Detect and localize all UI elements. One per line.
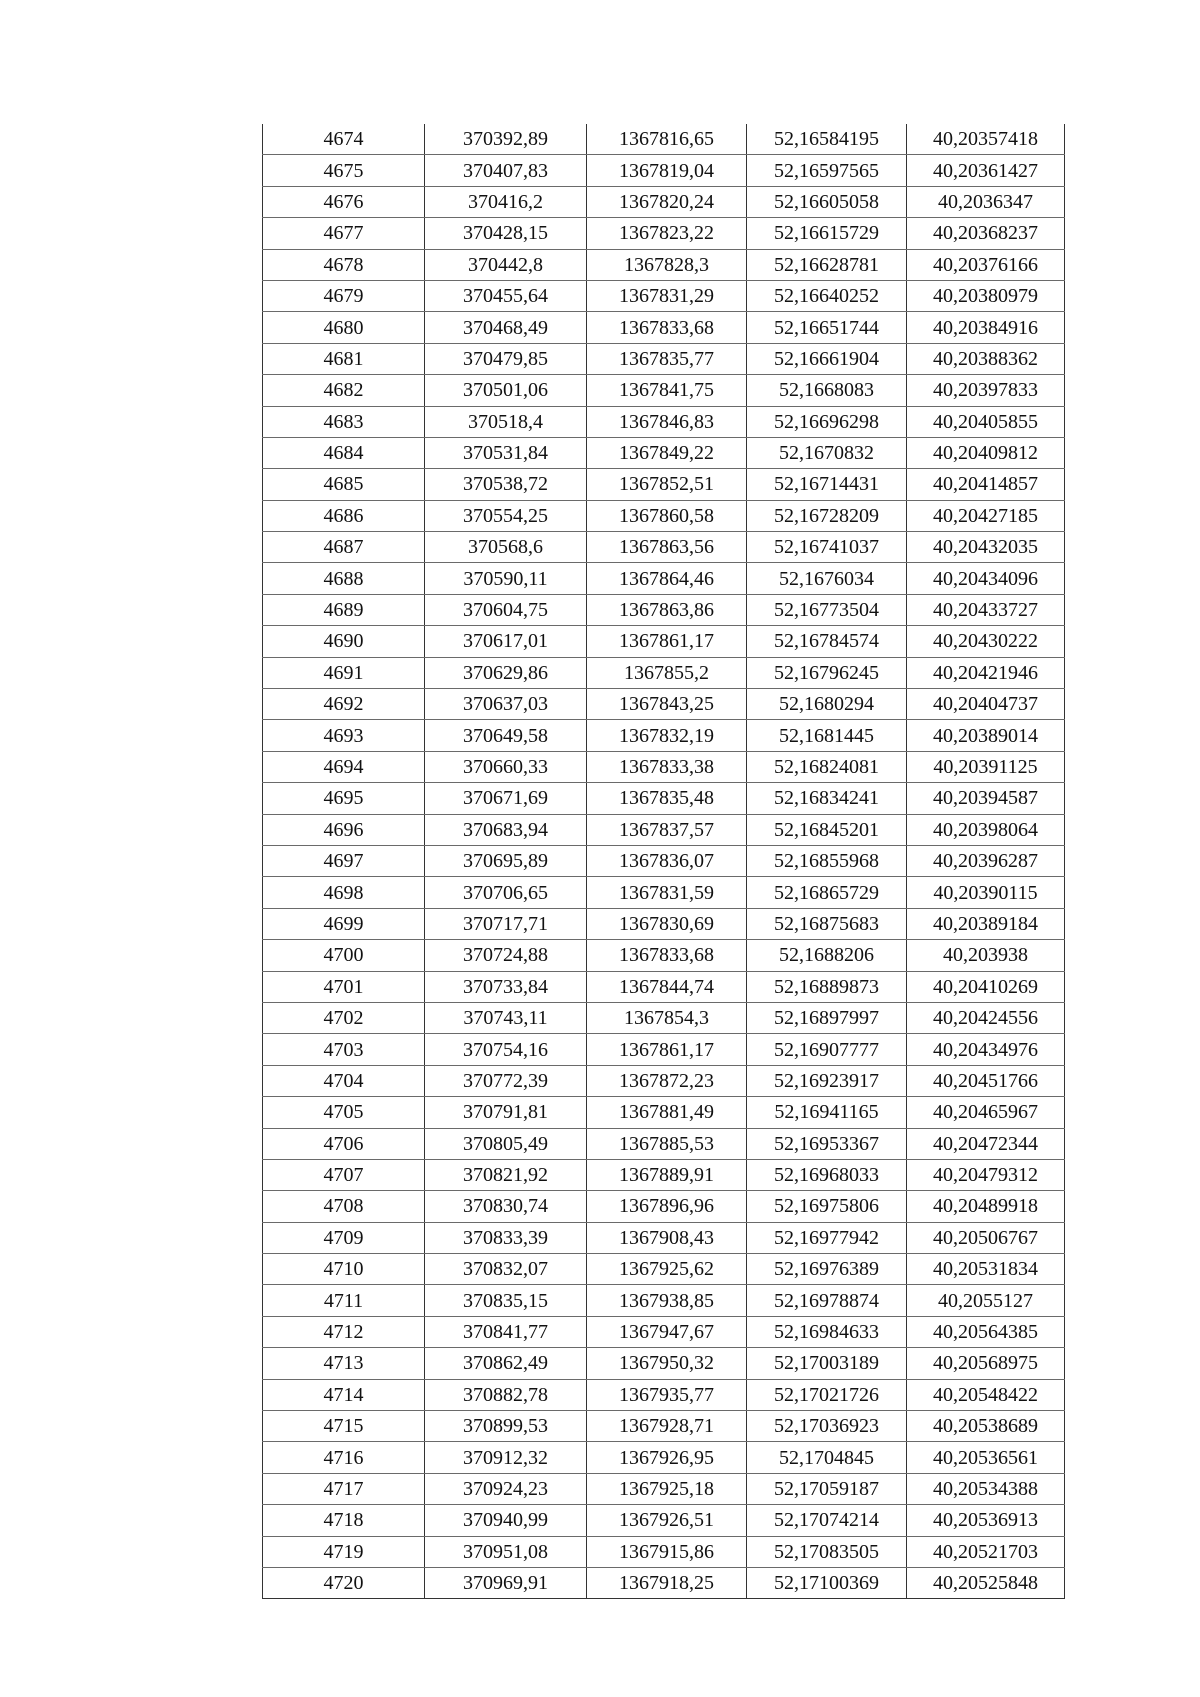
table-row <box>263 1034 1065 1065</box>
table-row <box>263 1505 1065 1536</box>
latitude-cell: 52,1688206 <box>747 940 907 971</box>
x-coordinate-cell: 370649,58 <box>425 720 587 751</box>
point-number-cell: 4687 <box>263 532 425 563</box>
longitude-cell: 40,20534388 <box>907 1473 1065 1504</box>
point-number-cell: 4678 <box>263 249 425 280</box>
point-number-cell: 4697 <box>263 845 425 876</box>
longitude-cell: 40,20396287 <box>907 845 1065 876</box>
latitude-cell: 52,16875683 <box>747 908 907 939</box>
longitude-cell: 40,20434096 <box>907 563 1065 594</box>
y-coordinate-cell: 1367849,22 <box>587 437 747 468</box>
point-number-cell: 4705 <box>263 1097 425 1128</box>
longitude-cell: 40,20409812 <box>907 437 1065 468</box>
longitude-cell: 40,20404737 <box>907 689 1065 720</box>
y-coordinate-cell: 1367925,18 <box>587 1473 747 1504</box>
table-row <box>263 312 1065 343</box>
point-number-cell: 4684 <box>263 437 425 468</box>
latitude-cell: 52,1670832 <box>747 437 907 468</box>
table-row <box>263 689 1065 720</box>
table-row <box>263 249 1065 280</box>
table-row <box>263 814 1065 845</box>
latitude-cell: 52,16824081 <box>747 751 907 782</box>
y-coordinate-cell: 1367872,23 <box>587 1065 747 1096</box>
table-row <box>263 1567 1065 1598</box>
longitude-cell: 40,20548422 <box>907 1379 1065 1410</box>
longitude-cell: 40,20391125 <box>907 751 1065 782</box>
table-row <box>263 375 1065 406</box>
latitude-cell: 52,16651744 <box>747 312 907 343</box>
latitude-cell: 52,16584195 <box>747 124 907 155</box>
latitude-cell: 52,16923917 <box>747 1065 907 1096</box>
longitude-cell: 40,20472344 <box>907 1128 1065 1159</box>
y-coordinate-cell: 1367837,57 <box>587 814 747 845</box>
x-coordinate-cell: 370706,65 <box>425 877 587 908</box>
table-row <box>263 186 1065 217</box>
table-row <box>263 1285 1065 1316</box>
point-number-cell: 4674 <box>263 124 425 155</box>
latitude-cell: 52,1668083 <box>747 375 907 406</box>
longitude-cell: 40,20489918 <box>907 1191 1065 1222</box>
point-number-cell: 4707 <box>263 1159 425 1190</box>
point-number-cell: 4708 <box>263 1191 425 1222</box>
x-coordinate-cell: 370554,25 <box>425 500 587 531</box>
point-number-cell: 4676 <box>263 186 425 217</box>
point-number-cell: 4706 <box>263 1128 425 1159</box>
table-row <box>263 563 1065 594</box>
latitude-cell: 52,17074214 <box>747 1505 907 1536</box>
latitude-cell: 52,16696298 <box>747 406 907 437</box>
y-coordinate-cell: 1367833,68 <box>587 940 747 971</box>
longitude-cell: 40,20506767 <box>907 1222 1065 1253</box>
longitude-cell: 40,20430222 <box>907 626 1065 657</box>
y-coordinate-cell: 1367928,71 <box>587 1411 747 1442</box>
point-number-cell: 4700 <box>263 940 425 971</box>
longitude-cell: 40,20414857 <box>907 469 1065 500</box>
longitude-cell: 40,20434976 <box>907 1034 1065 1065</box>
latitude-cell: 52,16834241 <box>747 783 907 814</box>
table-row <box>263 1473 1065 1504</box>
y-coordinate-cell: 1367819,04 <box>587 155 747 186</box>
longitude-cell: 40,20361427 <box>907 155 1065 186</box>
x-coordinate-cell: 370671,69 <box>425 783 587 814</box>
latitude-cell: 52,16773504 <box>747 594 907 625</box>
x-coordinate-cell: 370724,88 <box>425 940 587 971</box>
table-row <box>263 1222 1065 1253</box>
longitude-cell: 40,20451766 <box>907 1065 1065 1096</box>
table-row <box>263 469 1065 500</box>
x-coordinate-cell: 370455,64 <box>425 280 587 311</box>
latitude-cell: 52,17021726 <box>747 1379 907 1410</box>
longitude-cell: 40,20531834 <box>907 1254 1065 1285</box>
longitude-cell: 40,20389184 <box>907 908 1065 939</box>
coordinates-table <box>262 124 1065 1599</box>
latitude-cell: 52,16975806 <box>747 1191 907 1222</box>
point-number-cell: 4709 <box>263 1222 425 1253</box>
longitude-cell: 40,20421946 <box>907 657 1065 688</box>
longitude-cell: 40,20568975 <box>907 1348 1065 1379</box>
latitude-cell: 52,1704845 <box>747 1442 907 1473</box>
coordinates-table-body <box>263 124 1065 1599</box>
table-row <box>263 1379 1065 1410</box>
x-coordinate-cell: 370695,89 <box>425 845 587 876</box>
latitude-cell: 52,16605058 <box>747 186 907 217</box>
point-number-cell: 4681 <box>263 343 425 374</box>
latitude-cell: 52,17036923 <box>747 1411 907 1442</box>
x-coordinate-cell: 370791,81 <box>425 1097 587 1128</box>
point-number-cell: 4686 <box>263 500 425 531</box>
y-coordinate-cell: 1367925,62 <box>587 1254 747 1285</box>
y-coordinate-cell: 1367935,77 <box>587 1379 747 1410</box>
longitude-cell: 40,20376166 <box>907 249 1065 280</box>
x-coordinate-cell: 370841,77 <box>425 1316 587 1347</box>
table-row <box>263 845 1065 876</box>
x-coordinate-cell: 370772,39 <box>425 1065 587 1096</box>
x-coordinate-cell: 370538,72 <box>425 469 587 500</box>
y-coordinate-cell: 1367823,22 <box>587 218 747 249</box>
point-number-cell: 4718 <box>263 1505 425 1536</box>
x-coordinate-cell: 370428,15 <box>425 218 587 249</box>
x-coordinate-cell: 370743,11 <box>425 1002 587 1033</box>
x-coordinate-cell: 370733,84 <box>425 971 587 1002</box>
x-coordinate-cell: 370604,75 <box>425 594 587 625</box>
longitude-cell: 40,20433727 <box>907 594 1065 625</box>
x-coordinate-cell: 370479,85 <box>425 343 587 374</box>
longitude-cell: 40,20465967 <box>907 1097 1065 1128</box>
longitude-cell: 40,20536913 <box>907 1505 1065 1536</box>
x-coordinate-cell: 370660,33 <box>425 751 587 782</box>
latitude-cell: 52,16968033 <box>747 1159 907 1190</box>
point-number-cell: 4710 <box>263 1254 425 1285</box>
x-coordinate-cell: 370617,01 <box>425 626 587 657</box>
latitude-cell: 52,16978874 <box>747 1285 907 1316</box>
point-number-cell: 4694 <box>263 751 425 782</box>
x-coordinate-cell: 370924,23 <box>425 1473 587 1504</box>
x-coordinate-cell: 370717,71 <box>425 908 587 939</box>
y-coordinate-cell: 1367843,25 <box>587 689 747 720</box>
point-number-cell: 4698 <box>263 877 425 908</box>
point-number-cell: 4689 <box>263 594 425 625</box>
latitude-cell: 52,16977942 <box>747 1222 907 1253</box>
x-coordinate-cell: 370969,91 <box>425 1567 587 1598</box>
longitude-cell: 40,20536561 <box>907 1442 1065 1473</box>
latitude-cell: 52,1680294 <box>747 689 907 720</box>
latitude-cell: 52,16597565 <box>747 155 907 186</box>
longitude-cell: 40,20384916 <box>907 312 1065 343</box>
point-number-cell: 4717 <box>263 1473 425 1504</box>
y-coordinate-cell: 1367835,77 <box>587 343 747 374</box>
point-number-cell: 4720 <box>263 1567 425 1598</box>
table-row <box>263 500 1065 531</box>
y-coordinate-cell: 1367820,24 <box>587 186 747 217</box>
y-coordinate-cell: 1367833,68 <box>587 312 747 343</box>
latitude-cell: 52,16784574 <box>747 626 907 657</box>
y-coordinate-cell: 1367828,3 <box>587 249 747 280</box>
x-coordinate-cell: 370637,03 <box>425 689 587 720</box>
y-coordinate-cell: 1367926,51 <box>587 1505 747 1536</box>
point-number-cell: 4713 <box>263 1348 425 1379</box>
table-row <box>263 124 1065 155</box>
point-number-cell: 4715 <box>263 1411 425 1442</box>
longitude-cell: 40,20389014 <box>907 720 1065 751</box>
x-coordinate-cell: 370940,99 <box>425 1505 587 1536</box>
table-row <box>263 1002 1065 1033</box>
y-coordinate-cell: 1367852,51 <box>587 469 747 500</box>
table-row <box>263 1316 1065 1347</box>
point-number-cell: 4680 <box>263 312 425 343</box>
y-coordinate-cell: 1367860,58 <box>587 500 747 531</box>
x-coordinate-cell: 370835,15 <box>425 1285 587 1316</box>
table-row <box>263 971 1065 1002</box>
y-coordinate-cell: 1367816,65 <box>587 124 747 155</box>
point-number-cell: 4695 <box>263 783 425 814</box>
table-row <box>263 783 1065 814</box>
x-coordinate-cell: 370590,11 <box>425 563 587 594</box>
y-coordinate-cell: 1367831,29 <box>587 280 747 311</box>
latitude-cell: 52,16628781 <box>747 249 907 280</box>
y-coordinate-cell: 1367915,86 <box>587 1536 747 1567</box>
table-row <box>263 940 1065 971</box>
longitude-cell: 40,20398064 <box>907 814 1065 845</box>
latitude-cell: 52,16953367 <box>747 1128 907 1159</box>
longitude-cell: 40,20521703 <box>907 1536 1065 1567</box>
latitude-cell: 52,16640252 <box>747 280 907 311</box>
x-coordinate-cell: 370805,49 <box>425 1128 587 1159</box>
x-coordinate-cell: 370416,2 <box>425 186 587 217</box>
latitude-cell: 52,16897997 <box>747 1002 907 1033</box>
latitude-cell: 52,16615729 <box>747 218 907 249</box>
point-number-cell: 4696 <box>263 814 425 845</box>
longitude-cell: 40,20410269 <box>907 971 1065 1002</box>
point-number-cell: 4691 <box>263 657 425 688</box>
x-coordinate-cell: 370568,6 <box>425 532 587 563</box>
point-number-cell: 4701 <box>263 971 425 1002</box>
table-row <box>263 280 1065 311</box>
latitude-cell: 52,16865729 <box>747 877 907 908</box>
y-coordinate-cell: 1367861,17 <box>587 626 747 657</box>
y-coordinate-cell: 1367889,91 <box>587 1159 747 1190</box>
x-coordinate-cell: 370629,86 <box>425 657 587 688</box>
longitude-cell: 40,20380979 <box>907 280 1065 311</box>
longitude-cell: 40,20525848 <box>907 1567 1065 1598</box>
y-coordinate-cell: 1367833,38 <box>587 751 747 782</box>
latitude-cell: 52,16976389 <box>747 1254 907 1285</box>
longitude-cell: 40,20424556 <box>907 1002 1065 1033</box>
y-coordinate-cell: 1367861,17 <box>587 1034 747 1065</box>
y-coordinate-cell: 1367836,07 <box>587 845 747 876</box>
point-number-cell: 4690 <box>263 626 425 657</box>
table-row <box>263 657 1065 688</box>
point-number-cell: 4679 <box>263 280 425 311</box>
x-coordinate-cell: 370518,4 <box>425 406 587 437</box>
table-row <box>263 218 1065 249</box>
x-coordinate-cell: 370899,53 <box>425 1411 587 1442</box>
table-row <box>263 626 1065 657</box>
point-number-cell: 4711 <box>263 1285 425 1316</box>
table-row <box>263 1097 1065 1128</box>
longitude-cell: 40,20432035 <box>907 532 1065 563</box>
latitude-cell: 52,1681445 <box>747 720 907 751</box>
longitude-cell: 40,2036347 <box>907 186 1065 217</box>
point-number-cell: 4714 <box>263 1379 425 1410</box>
table-row <box>263 751 1065 782</box>
point-number-cell: 4677 <box>263 218 425 249</box>
longitude-cell: 40,203938 <box>907 940 1065 971</box>
point-number-cell: 4675 <box>263 155 425 186</box>
table-row <box>263 1254 1065 1285</box>
table-row <box>263 1191 1065 1222</box>
table-row <box>263 1442 1065 1473</box>
longitude-cell: 40,20394587 <box>907 783 1065 814</box>
point-number-cell: 4693 <box>263 720 425 751</box>
x-coordinate-cell: 370821,92 <box>425 1159 587 1190</box>
table-row <box>263 1348 1065 1379</box>
point-number-cell: 4716 <box>263 1442 425 1473</box>
table-row <box>263 908 1065 939</box>
table-row <box>263 594 1065 625</box>
latitude-cell: 52,16741037 <box>747 532 907 563</box>
point-number-cell: 4685 <box>263 469 425 500</box>
point-number-cell: 4703 <box>263 1034 425 1065</box>
table-row <box>263 1128 1065 1159</box>
latitude-cell: 52,17003189 <box>747 1348 907 1379</box>
point-number-cell: 4699 <box>263 908 425 939</box>
table-row <box>263 720 1065 751</box>
latitude-cell: 52,17100369 <box>747 1567 907 1598</box>
latitude-cell: 52,16714431 <box>747 469 907 500</box>
table-row <box>263 406 1065 437</box>
y-coordinate-cell: 1367950,32 <box>587 1348 747 1379</box>
y-coordinate-cell: 1367844,74 <box>587 971 747 1002</box>
table-row <box>263 532 1065 563</box>
longitude-cell: 40,20564385 <box>907 1316 1065 1347</box>
x-coordinate-cell: 370833,39 <box>425 1222 587 1253</box>
point-number-cell: 4704 <box>263 1065 425 1096</box>
y-coordinate-cell: 1367896,96 <box>587 1191 747 1222</box>
x-coordinate-cell: 370882,78 <box>425 1379 587 1410</box>
point-number-cell: 4688 <box>263 563 425 594</box>
y-coordinate-cell: 1367926,95 <box>587 1442 747 1473</box>
point-number-cell: 4719 <box>263 1536 425 1567</box>
longitude-cell: 40,20388362 <box>907 343 1065 374</box>
x-coordinate-cell: 370830,74 <box>425 1191 587 1222</box>
table-row <box>263 343 1065 374</box>
latitude-cell: 52,16941165 <box>747 1097 907 1128</box>
longitude-cell: 40,20405855 <box>907 406 1065 437</box>
table-row <box>263 877 1065 908</box>
latitude-cell: 52,16796245 <box>747 657 907 688</box>
y-coordinate-cell: 1367863,86 <box>587 594 747 625</box>
table-row <box>263 155 1065 186</box>
x-coordinate-cell: 370912,32 <box>425 1442 587 1473</box>
y-coordinate-cell: 1367863,56 <box>587 532 747 563</box>
y-coordinate-cell: 1367947,67 <box>587 1316 747 1347</box>
point-number-cell: 4683 <box>263 406 425 437</box>
y-coordinate-cell: 1367841,75 <box>587 375 747 406</box>
point-number-cell: 4702 <box>263 1002 425 1033</box>
latitude-cell: 52,16889873 <box>747 971 907 1002</box>
point-number-cell: 4682 <box>263 375 425 406</box>
x-coordinate-cell: 370531,84 <box>425 437 587 468</box>
y-coordinate-cell: 1367918,25 <box>587 1567 747 1598</box>
latitude-cell: 52,17083505 <box>747 1536 907 1567</box>
x-coordinate-cell: 370468,49 <box>425 312 587 343</box>
y-coordinate-cell: 1367881,49 <box>587 1097 747 1128</box>
table-row <box>263 1065 1065 1096</box>
longitude-cell: 40,20368237 <box>907 218 1065 249</box>
latitude-cell: 52,1676034 <box>747 563 907 594</box>
longitude-cell: 40,20397833 <box>907 375 1065 406</box>
x-coordinate-cell: 370407,83 <box>425 155 587 186</box>
table-row <box>263 1411 1065 1442</box>
y-coordinate-cell: 1367938,85 <box>587 1285 747 1316</box>
y-coordinate-cell: 1367830,69 <box>587 908 747 939</box>
longitude-cell: 40,20357418 <box>907 124 1065 155</box>
latitude-cell: 52,16845201 <box>747 814 907 845</box>
y-coordinate-cell: 1367864,46 <box>587 563 747 594</box>
y-coordinate-cell: 1367855,2 <box>587 657 747 688</box>
longitude-cell: 40,20390115 <box>907 877 1065 908</box>
latitude-cell: 52,16728209 <box>747 500 907 531</box>
longitude-cell: 40,20538689 <box>907 1411 1065 1442</box>
latitude-cell: 52,16661904 <box>747 343 907 374</box>
longitude-cell: 40,20479312 <box>907 1159 1065 1190</box>
y-coordinate-cell: 1367908,43 <box>587 1222 747 1253</box>
y-coordinate-cell: 1367831,59 <box>587 877 747 908</box>
longitude-cell: 40,20427185 <box>907 500 1065 531</box>
y-coordinate-cell: 1367885,53 <box>587 1128 747 1159</box>
x-coordinate-cell: 370951,08 <box>425 1536 587 1567</box>
y-coordinate-cell: 1367854,3 <box>587 1002 747 1033</box>
table-row <box>263 437 1065 468</box>
latitude-cell: 52,16855968 <box>747 845 907 876</box>
point-number-cell: 4712 <box>263 1316 425 1347</box>
x-coordinate-cell: 370862,49 <box>425 1348 587 1379</box>
y-coordinate-cell: 1367846,83 <box>587 406 747 437</box>
latitude-cell: 52,17059187 <box>747 1473 907 1504</box>
point-number-cell: 4692 <box>263 689 425 720</box>
y-coordinate-cell: 1367832,19 <box>587 720 747 751</box>
y-coordinate-cell: 1367835,48 <box>587 783 747 814</box>
x-coordinate-cell: 370754,16 <box>425 1034 587 1065</box>
x-coordinate-cell: 370832,07 <box>425 1254 587 1285</box>
latitude-cell: 52,16907777 <box>747 1034 907 1065</box>
x-coordinate-cell: 370683,94 <box>425 814 587 845</box>
latitude-cell: 52,16984633 <box>747 1316 907 1347</box>
longitude-cell: 40,2055127 <box>907 1285 1065 1316</box>
x-coordinate-cell: 370442,8 <box>425 249 587 280</box>
table-row <box>263 1159 1065 1190</box>
x-coordinate-cell: 370392,89 <box>425 124 587 155</box>
x-coordinate-cell: 370501,06 <box>425 375 587 406</box>
table-row <box>263 1536 1065 1567</box>
